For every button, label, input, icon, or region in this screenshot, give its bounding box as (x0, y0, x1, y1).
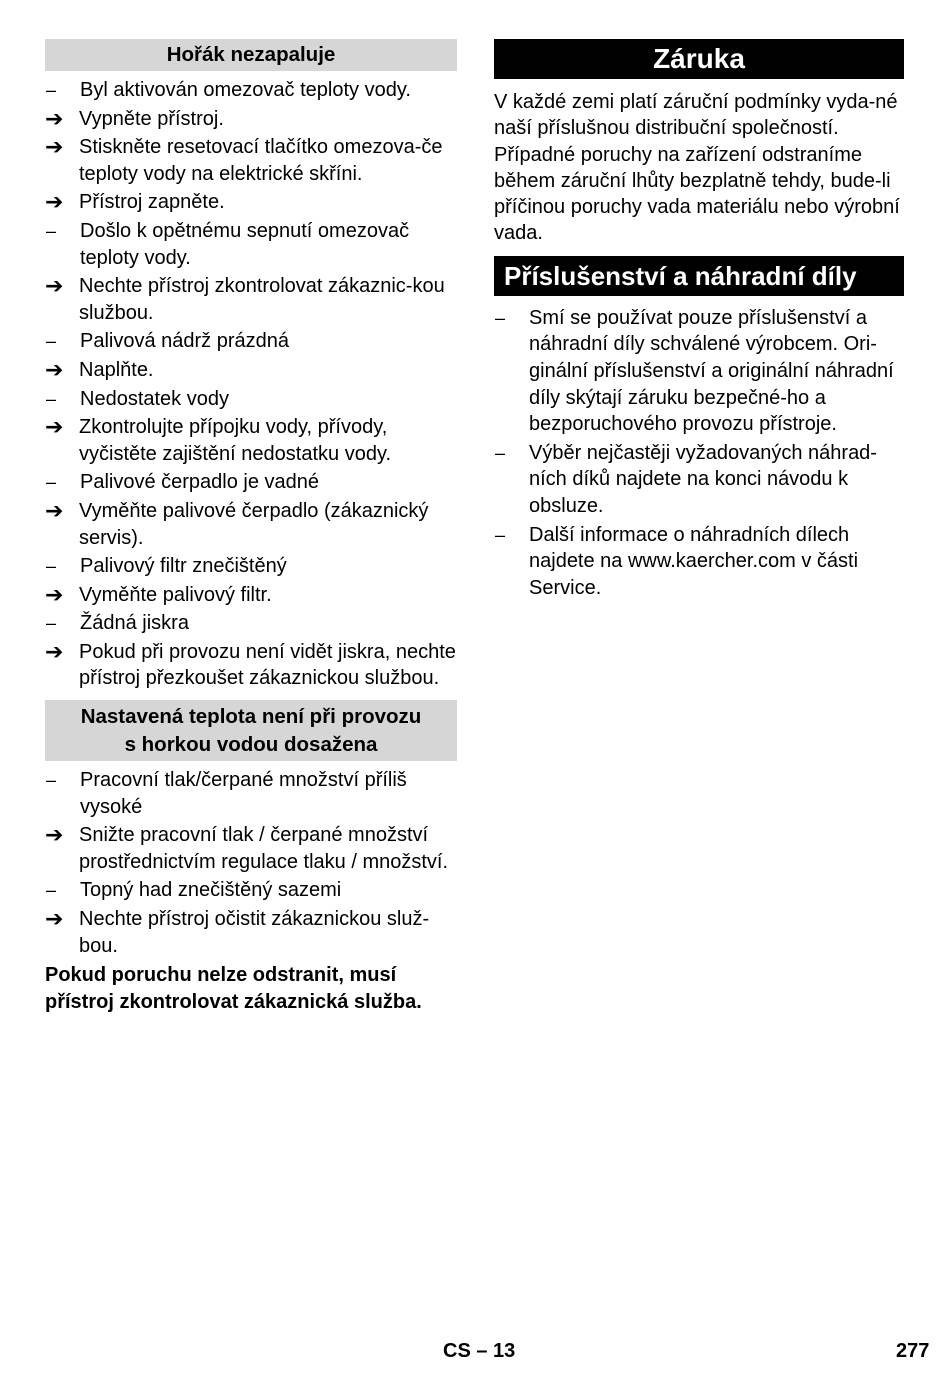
list-item (45, 414, 457, 467)
heading-line-1: Nastavená teplota není při provozu (80, 705, 422, 729)
list-item-text: Palivový filtr znečištěný (80, 555, 287, 578)
heading-line-2: s horkou vodou dosažena (124, 733, 378, 757)
list-item-text: Byl aktivován omezovač teploty vody. (80, 79, 411, 101)
list-item-text: Přístroj zapněte. (79, 191, 225, 214)
list-item (45, 357, 457, 384)
page-number: 277 (896, 1340, 930, 1362)
section-code: CS – 13 (443, 1340, 516, 1362)
list-item-text: Vyměňte palivové čerpadlo (zákaznický servis). (79, 499, 429, 549)
list-item-text: Topný had znečištěný sazemi (80, 879, 342, 902)
list-item (45, 328, 457, 355)
temperature-troubleshooting-list (45, 767, 457, 959)
list-item (45, 877, 457, 904)
arrow-right-icon: ➔ (45, 906, 64, 932)
list-item-text: Vypněte přístroj. (79, 107, 224, 130)
list-item (45, 469, 457, 496)
arrow-right-icon: ➔ (45, 822, 64, 848)
list-item (45, 106, 457, 133)
list-item-text: Zkontrolujte přípojku vody, přívody, vyčistěte zajištění nedostatku vody. (79, 416, 392, 465)
arrow-right-icon: ➔ (45, 497, 64, 523)
dash-marker: – (495, 524, 506, 545)
list-item (494, 440, 904, 520)
list-item (45, 610, 457, 637)
dash-marker: – (46, 613, 57, 634)
right-column (494, 39, 904, 603)
list-item-text: Palivové čerpadlo je vadné (80, 471, 320, 494)
arrow-right-icon: ➔ (45, 638, 64, 664)
list-item (45, 822, 457, 875)
section-heading-accessories: Příslušenství a náhradní díly (494, 256, 904, 296)
list-item-text: Pracovní tlak/čerpané množství příliš vysoké (80, 769, 407, 818)
warranty-text: V každé zemi platí záruční podmínky vyda-né naší příslušnou distribuční společností. Případné poruchy na zařízení odstraníme během záruční lhůty bezplatně tehdy, bude-li příčinou poruchy vada materiálu nebo výrobní vada. (494, 91, 900, 245)
dash-marker: – (46, 556, 57, 577)
dash-marker: – (46, 80, 57, 100)
dash-marker: – (46, 770, 57, 791)
list-item-text: Výběr nejčastěji vyžadovaných náhrad-ních díků najdete na konci návodu k obsluze. (529, 441, 877, 517)
dash-marker: – (46, 880, 57, 901)
arrow-right-icon: ➔ (45, 356, 64, 382)
dash-marker: – (46, 220, 57, 241)
list-item (45, 273, 457, 326)
arrow-right-icon: ➔ (45, 414, 64, 440)
burner-troubleshooting-list (45, 77, 457, 692)
list-item-text: Stiskněte resetovací tlačítko omezova-če teploty vody na elektrické skříni. (79, 136, 443, 185)
list-item-text: Pokud při provozu není vidět jiskra, nechte přístroj přezkoušet zákaznickou službou. (79, 640, 456, 690)
list-item (45, 77, 457, 104)
list-item-text: Palivová nádrž prázdná (80, 330, 290, 353)
list-item (45, 553, 457, 580)
dash-marker: – (495, 442, 506, 463)
dash-marker: – (46, 331, 57, 352)
dash-marker: – (495, 307, 506, 328)
dash-marker: – (46, 388, 57, 409)
list-item (45, 767, 457, 820)
accessories-list (494, 305, 904, 602)
list-item (494, 305, 904, 438)
list-item-text: Nedostatek vody (80, 387, 229, 410)
list-item (494, 522, 904, 602)
list-item-text: Snižte pracovní tlak / čerpané množství prostřednictvím regulace tlaku / množství. (79, 824, 449, 873)
list-item (45, 386, 457, 413)
arrow-right-icon: ➔ (45, 273, 64, 299)
list-item-text: Další informace o náhradních dílech najdete na www.kaercher.com v části Service. (529, 523, 859, 599)
dash-marker: – (46, 472, 57, 493)
arrow-right-icon: ➔ (45, 105, 64, 131)
list-item (45, 218, 457, 271)
list-item (45, 498, 457, 551)
left-column (45, 39, 457, 1016)
list-item (45, 906, 457, 959)
list-item (45, 134, 457, 187)
list-item-text: Nechte přístroj zkontrolovat zákaznic-kou službou. (79, 275, 445, 324)
list-item-text: Naplňte. (79, 358, 154, 381)
list-item-text: Smí se používat pouze příslušenství a náhradní díly schválené výrobcem. Ori-ginální příslušenství a originální náhradní díly skýtají záruku bezpečné-ho a bezporuchového provozu přístroje. (529, 306, 894, 436)
list-item (45, 189, 457, 216)
arrow-right-icon: ➔ (45, 134, 64, 160)
section-heading-burner: Hořák nezapaluje (45, 39, 457, 71)
list-item (45, 639, 457, 692)
list-item-text: Došlo k opětnému sepnutí omezovač teploty vody. (80, 219, 410, 269)
service-note: Pokud poruchu nelze odstranit, musí přístroj zkontrolovat zákaznická služba. (45, 964, 422, 1014)
section-heading-warranty: Záruka (494, 39, 904, 79)
section-heading-temperature (45, 700, 457, 761)
list-item (45, 582, 457, 609)
list-item-text: Žádná jiskra (80, 612, 189, 635)
arrow-right-icon: ➔ (45, 189, 64, 215)
arrow-right-icon: ➔ (45, 581, 64, 607)
list-item-text: Vyměňte palivový filtr. (79, 583, 272, 606)
list-item-text: Nechte přístroj očistit zákaznickou služ-bou. (79, 908, 430, 957)
